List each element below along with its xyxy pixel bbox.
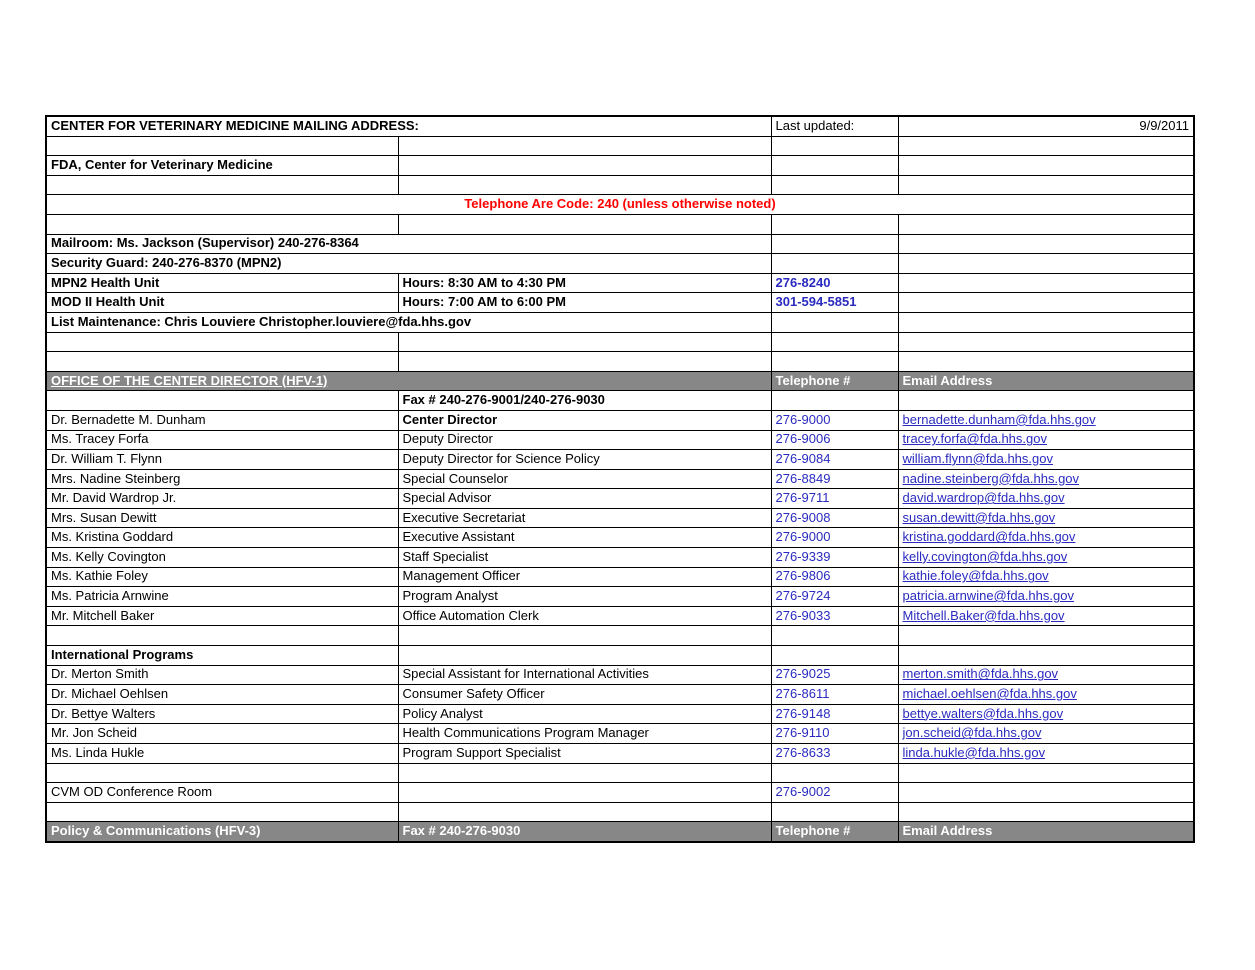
empty-cell	[898, 312, 1194, 332]
person-title: Special Counselor	[398, 469, 771, 489]
empty-cell	[898, 175, 1194, 195]
empty-cell	[771, 312, 898, 332]
person-name: Mr. Mitchell Baker	[46, 606, 398, 626]
person-phone: 276-9025	[771, 665, 898, 685]
title-row	[46, 116, 1194, 136]
person-title: Special Assistant for International Activities	[398, 665, 771, 685]
empty-cell	[771, 156, 898, 176]
empty-cell	[46, 136, 398, 156]
health-unit-row	[46, 293, 1194, 313]
person-email-link[interactable]: kristina.goddard@fda.hhs.gov	[898, 528, 1194, 548]
org-row	[46, 156, 1194, 176]
list-maintenance-row	[46, 312, 1194, 332]
person-name: Ms. Tracey Forfa	[46, 430, 398, 450]
empty-cell	[898, 234, 1194, 254]
unit-phone: 301-594-5851	[771, 293, 898, 313]
blank-row	[46, 626, 1194, 646]
empty-cell	[398, 783, 771, 803]
empty-cell	[771, 254, 898, 274]
person-row	[46, 450, 1194, 470]
unit-hours: Hours: 7:00 AM to 6:00 PM	[398, 293, 771, 313]
person-email-link[interactable]: david.wardrop@fda.hhs.gov	[898, 489, 1194, 509]
empty-cell	[398, 352, 771, 372]
person-phone: 276-8849	[771, 469, 898, 489]
empty-cell	[46, 352, 398, 372]
person-title: Special Advisor	[398, 489, 771, 509]
empty-cell	[898, 214, 1194, 234]
last-updated-label: Last updated:	[771, 116, 898, 136]
person-title: Program Analyst	[398, 587, 771, 607]
section-title: OFFICE OF THE CENTER DIRECTOR (HFV-1)	[46, 371, 771, 391]
person-phone: 276-9000	[771, 410, 898, 430]
section-title: Policy & Communications (HFV-3)	[46, 822, 398, 842]
empty-cell	[771, 763, 898, 783]
person-row	[46, 704, 1194, 724]
fax-row	[46, 391, 1194, 411]
empty-cell	[46, 802, 398, 822]
last-updated-value: 9/9/2011	[898, 116, 1194, 136]
person-phone: 276-9339	[771, 548, 898, 568]
room-name: CVM OD Conference Room	[46, 783, 398, 803]
unit-name: MOD II Health Unit	[46, 293, 398, 313]
empty-cell	[46, 391, 398, 411]
blank-row	[46, 136, 1194, 156]
person-row	[46, 469, 1194, 489]
person-email-link[interactable]: Mitchell.Baker@fda.hhs.gov	[898, 606, 1194, 626]
empty-cell	[398, 646, 771, 666]
blank-row	[46, 763, 1194, 783]
empty-cell	[771, 391, 898, 411]
person-title: Executive Secretariat	[398, 508, 771, 528]
person-email-link[interactable]: jon.scheid@fda.hhs.gov	[898, 724, 1194, 744]
empty-cell	[771, 332, 898, 352]
unit-hours: Hours: 8:30 AM to 4:30 PM	[398, 273, 771, 293]
person-phone: 276-9724	[771, 587, 898, 607]
person-phone: 276-9084	[771, 450, 898, 470]
empty-cell	[898, 254, 1194, 274]
empty-cell	[46, 175, 398, 195]
subsection-title: International Programs	[46, 646, 398, 666]
room-phone: 276-9002	[771, 783, 898, 803]
person-email-link[interactable]: tracey.forfa@fda.hhs.gov	[898, 430, 1194, 450]
person-email-link[interactable]: merton.smith@fda.hhs.gov	[898, 665, 1194, 685]
empty-cell	[46, 332, 398, 352]
person-email-link[interactable]: bettye.walters@fda.hhs.gov	[898, 704, 1194, 724]
telephone-column-header: Telephone #	[771, 822, 898, 842]
security-guard-info: Security Guard: 240-276-8370 (MPN2)	[46, 254, 771, 274]
person-email-link[interactable]: linda.hukle@fda.hhs.gov	[898, 744, 1194, 764]
person-row	[46, 685, 1194, 705]
email-column-header: Email Address	[898, 822, 1194, 842]
empty-cell	[398, 332, 771, 352]
empty-cell	[398, 136, 771, 156]
unit-name: MPN2 Health Unit	[46, 273, 398, 293]
person-name: Ms. Linda Hukle	[46, 744, 398, 764]
telephone-column-header: Telephone #	[771, 371, 898, 391]
section-header-row	[46, 371, 1194, 391]
org-name: FDA, Center for Veterinary Medicine	[46, 156, 398, 176]
mailroom-info: Mailroom: Ms. Jackson (Supervisor) 240-276-8364	[46, 234, 771, 254]
person-row	[46, 489, 1194, 509]
area-code-row	[46, 195, 1194, 215]
empty-cell	[46, 626, 398, 646]
empty-cell	[771, 175, 898, 195]
person-phone: 276-8633	[771, 744, 898, 764]
mailroom-row	[46, 234, 1194, 254]
person-title: Executive Assistant	[398, 528, 771, 548]
person-phone: 276-8611	[771, 685, 898, 705]
person-email-link[interactable]: patricia.arnwine@fda.hhs.gov	[898, 587, 1194, 607]
person-phone: 276-9711	[771, 489, 898, 509]
empty-cell	[898, 626, 1194, 646]
empty-cell	[898, 391, 1194, 411]
person-name: Dr. Bettye Walters	[46, 704, 398, 724]
person-row	[46, 508, 1194, 528]
fax-number: Fax # 240-276-9001/240-276-9030	[398, 391, 771, 411]
health-unit-row	[46, 273, 1194, 293]
person-title: Center Director	[398, 410, 771, 430]
email-column-header: Email Address	[898, 371, 1194, 391]
person-title: Program Support Specialist	[398, 744, 771, 764]
person-email-link[interactable]: bernadette.dunham@fda.hhs.gov	[898, 410, 1194, 430]
person-name: Ms. Kristina Goddard	[46, 528, 398, 548]
person-row	[46, 410, 1194, 430]
person-name: Dr. William T. Flynn	[46, 450, 398, 470]
person-title: Health Communications Program Manager	[398, 724, 771, 744]
person-email-link[interactable]: nadine.steinberg@fda.hhs.gov	[898, 469, 1194, 489]
section-header-row	[46, 822, 1194, 842]
blank-row	[46, 352, 1194, 372]
security-row	[46, 254, 1194, 274]
person-phone: 276-9806	[771, 567, 898, 587]
person-name: Mr. Jon Scheid	[46, 724, 398, 744]
person-phone: 276-9008	[771, 508, 898, 528]
person-name: Mrs. Nadine Steinberg	[46, 469, 398, 489]
person-title: Deputy Director	[398, 430, 771, 450]
empty-cell	[898, 763, 1194, 783]
person-title: Consumer Safety Officer	[398, 685, 771, 705]
person-name: Mr. David Wardrop Jr.	[46, 489, 398, 509]
empty-cell	[771, 646, 898, 666]
person-row	[46, 587, 1194, 607]
area-code-notice: Telephone Are Code: 240 (unless otherwise noted)	[46, 195, 1194, 215]
empty-cell	[771, 802, 898, 822]
empty-cell	[898, 156, 1194, 176]
empty-cell	[398, 156, 771, 176]
person-email-link[interactable]: william.flynn@fda.hhs.gov	[898, 450, 1194, 470]
person-title: Office Automation Clerk	[398, 606, 771, 626]
person-title: Policy Analyst	[398, 704, 771, 724]
person-name: Ms. Patricia Arnwine	[46, 587, 398, 607]
empty-cell	[398, 763, 771, 783]
blank-row	[46, 332, 1194, 352]
empty-cell	[898, 646, 1194, 666]
empty-cell	[398, 626, 771, 646]
empty-cell	[46, 214, 398, 234]
empty-cell	[46, 763, 398, 783]
empty-cell	[898, 273, 1194, 293]
person-email-link[interactable]: susan.dewitt@fda.hhs.gov	[898, 508, 1194, 528]
blank-row	[46, 175, 1194, 195]
person-email-link[interactable]: kathie.foley@fda.hhs.gov	[898, 567, 1194, 587]
person-name: Dr. Michael Oehlsen	[46, 685, 398, 705]
person-row	[46, 665, 1194, 685]
room-row	[46, 783, 1194, 803]
empty-cell	[771, 352, 898, 372]
sheet-title: CENTER FOR VETERINARY MEDICINE MAILING ADDRESS:	[46, 116, 771, 136]
person-row	[46, 744, 1194, 764]
empty-cell	[898, 136, 1194, 156]
person-email-link[interactable]: kelly.covington@fda.hhs.gov	[898, 548, 1194, 568]
person-title: Deputy Director for Science Policy	[398, 450, 771, 470]
person-title: Staff Specialist	[398, 548, 771, 568]
spreadsheet-page	[45, 115, 1195, 843]
person-email-link[interactable]: michael.oehlsen@fda.hhs.gov	[898, 685, 1194, 705]
person-name: Dr. Bernadette M. Dunham	[46, 410, 398, 430]
person-phone: 276-9033	[771, 606, 898, 626]
person-phone: 276-9000	[771, 528, 898, 548]
blank-row	[46, 802, 1194, 822]
person-phone: 276-9148	[771, 704, 898, 724]
empty-cell	[898, 352, 1194, 372]
list-maintenance-info: List Maintenance: Chris Louviere Christopher.louviere@fda.hhs.gov	[46, 312, 771, 332]
empty-cell	[898, 802, 1194, 822]
person-row	[46, 567, 1194, 587]
person-name: Mrs. Susan Dewitt	[46, 508, 398, 528]
person-title: Management Officer	[398, 567, 771, 587]
person-phone: 276-9110	[771, 724, 898, 744]
empty-cell	[398, 214, 771, 234]
fax-number: Fax # 240-276-9030	[398, 822, 771, 842]
blank-row	[46, 214, 1194, 234]
empty-cell	[398, 175, 771, 195]
person-name: Ms. Kathie Foley	[46, 567, 398, 587]
empty-cell	[771, 214, 898, 234]
subsection-row	[46, 646, 1194, 666]
person-name: Dr. Merton Smith	[46, 665, 398, 685]
person-row	[46, 528, 1194, 548]
person-phone: 276-9006	[771, 430, 898, 450]
empty-cell	[898, 783, 1194, 803]
person-row	[46, 548, 1194, 568]
empty-cell	[771, 234, 898, 254]
empty-cell	[771, 626, 898, 646]
person-row	[46, 430, 1194, 450]
contact-table	[45, 115, 1195, 843]
person-row	[46, 606, 1194, 626]
empty-cell	[398, 802, 771, 822]
unit-phone: 276-8240	[771, 273, 898, 293]
empty-cell	[898, 332, 1194, 352]
empty-cell	[898, 293, 1194, 313]
person-row	[46, 724, 1194, 744]
empty-cell	[771, 136, 898, 156]
person-name: Ms. Kelly Covington	[46, 548, 398, 568]
